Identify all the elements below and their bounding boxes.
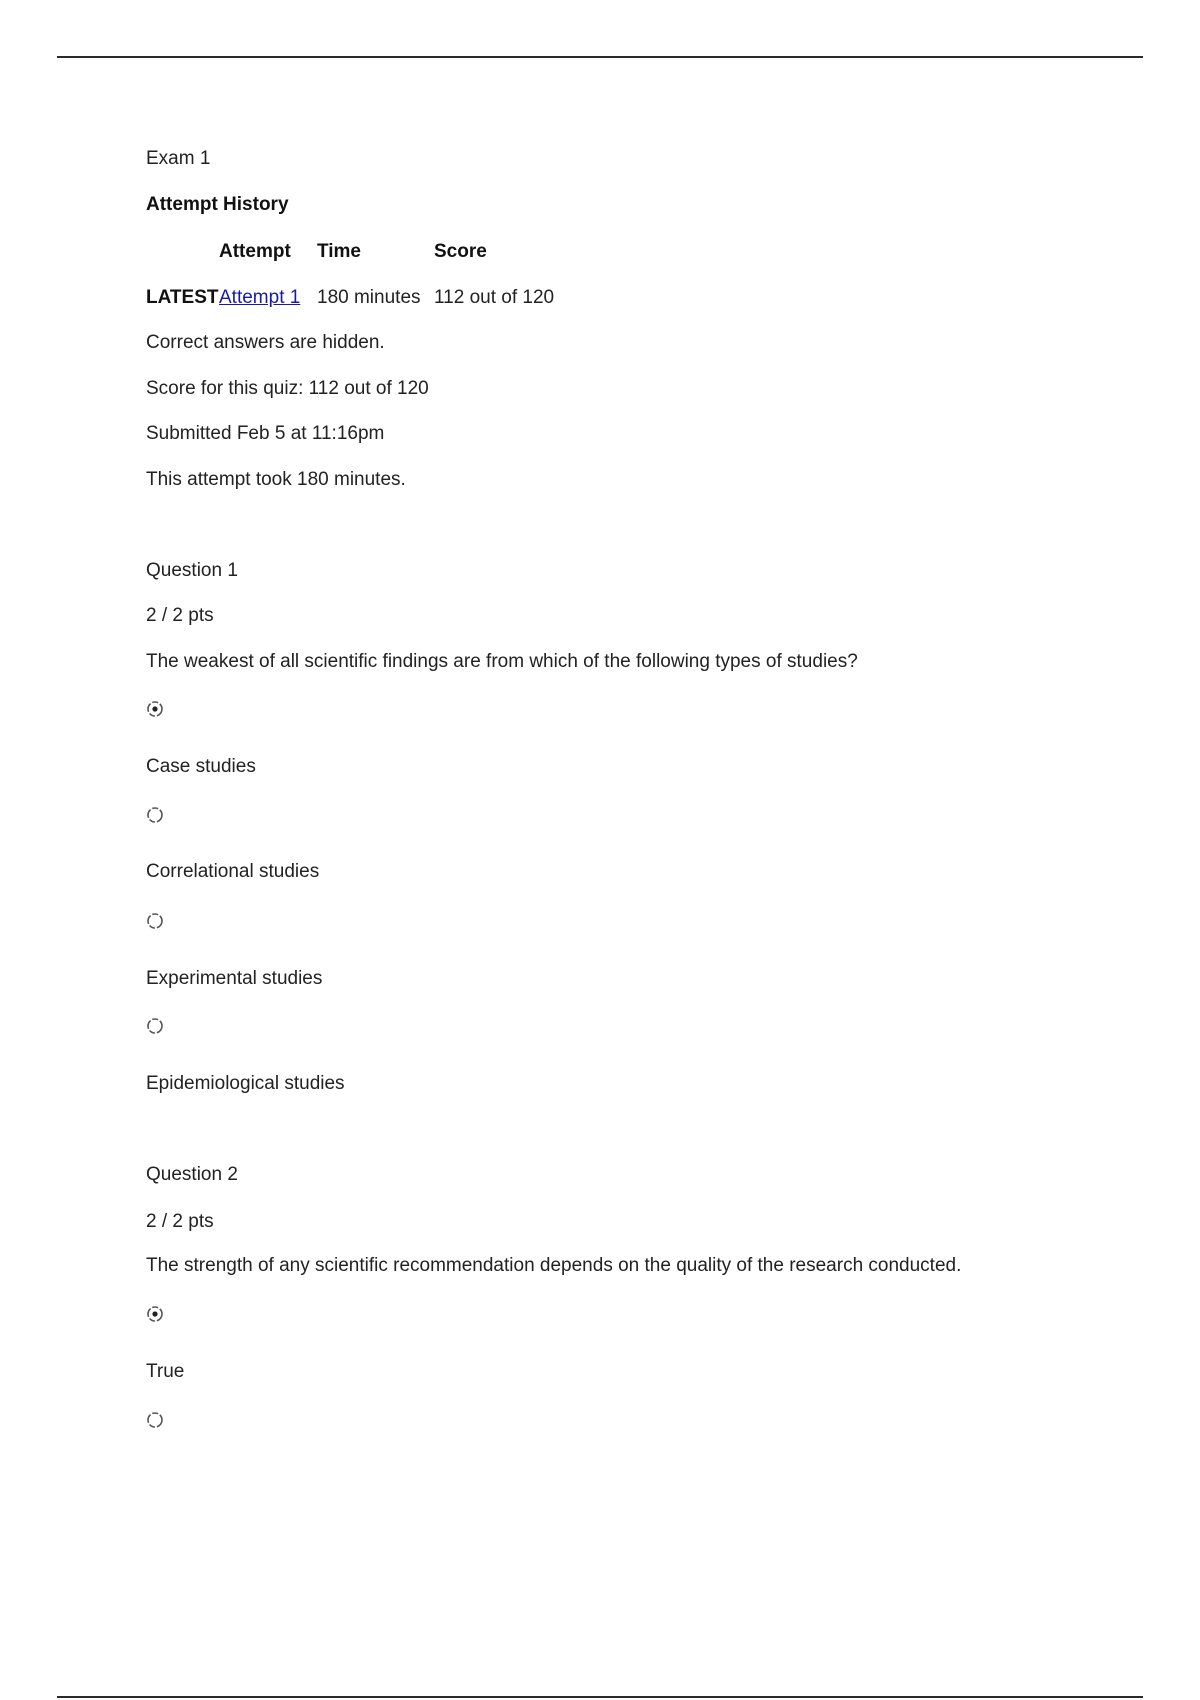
attempt-duration: This attempt took 180 minutes.: [146, 469, 406, 490]
question-1-points: 2 / 2 pts: [146, 605, 214, 626]
q1-option-2-label: Correlational studies: [146, 861, 320, 882]
top-rule: [57, 56, 1143, 58]
column-attempt: Attempt: [219, 241, 291, 262]
column-score: Score: [434, 241, 487, 262]
radio-circle-icon: [146, 700, 164, 718]
correct-answers-note: Correct answers are hidden.: [146, 332, 385, 353]
radio-circle-icon: [146, 1305, 164, 1323]
submitted-time: Submitted Feb 5 at 11:16pm: [146, 423, 385, 444]
question-1-text: The weakest of all scientific findings are from which of the following types of studies?: [146, 651, 858, 672]
q1-option-4-label: Epidemiological studies: [146, 1073, 345, 1094]
radio-circle-icon: [146, 806, 164, 824]
radio-circle-icon: [146, 1017, 164, 1035]
question-1-label: Question 1: [146, 560, 238, 581]
question-2-text: The strength of any scientific recommendation depends on the quality of the research conducted.: [146, 1255, 962, 1276]
exam-title: Exam 1: [146, 148, 211, 169]
quiz-score: Score for this quiz: 112 out of 120: [146, 378, 429, 399]
q2-option-1-label: True: [146, 1361, 185, 1382]
radio-circle-icon: [146, 912, 164, 930]
q1-option-4-radio[interactable]: [146, 1017, 164, 1035]
q1-option-3-label: Experimental studies: [146, 968, 323, 989]
question-2-label: Question 2: [146, 1164, 238, 1185]
q2-option-2-radio[interactable]: [146, 1411, 164, 1429]
column-time: Time: [317, 241, 362, 262]
q2-option-1-radio[interactable]: [146, 1305, 164, 1323]
radio-selected-dot-icon: [152, 1311, 157, 1316]
radio-circle-icon: [146, 1411, 164, 1429]
q1-option-1-label: Case studies: [146, 756, 256, 777]
q1-option-2-radio[interactable]: [146, 806, 164, 824]
attempt-history-heading: Attempt History: [146, 194, 289, 215]
attempt-score: 112 out of 120: [434, 287, 555, 308]
q1-option-1-radio[interactable]: [146, 700, 164, 718]
bottom-rule: [57, 1696, 1143, 1698]
attempt-time: 180 minutes: [317, 287, 421, 308]
q1-option-3-radio[interactable]: [146, 912, 164, 930]
attempt-link[interactable]: Attempt 1: [219, 287, 301, 308]
question-2-points: 2 / 2 pts: [146, 1211, 214, 1232]
latest-label: LATEST: [146, 287, 219, 308]
radio-selected-dot-icon: [152, 706, 157, 711]
